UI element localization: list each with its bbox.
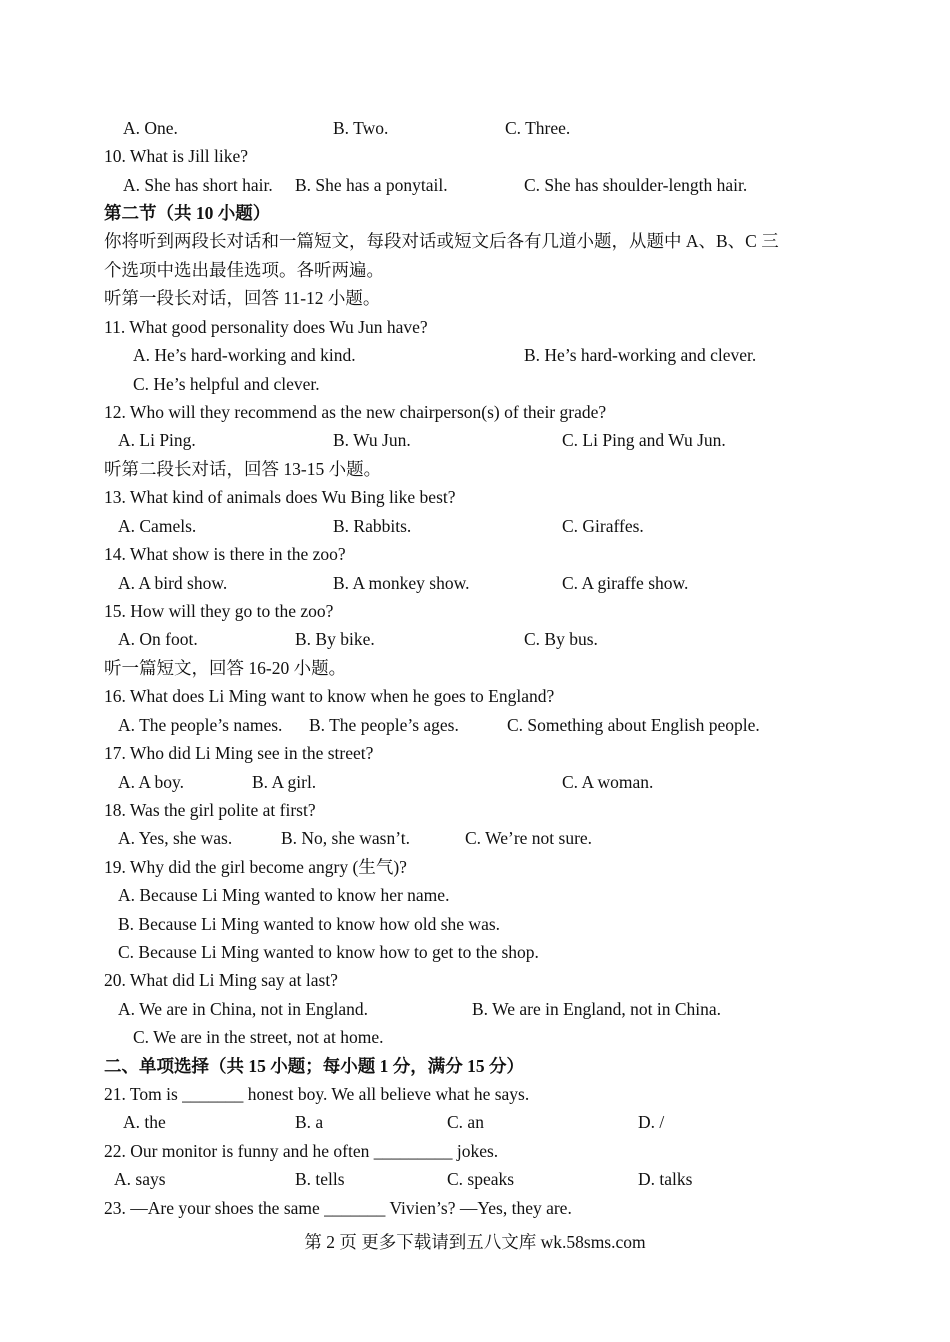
q10-stem-text: 10. What is Jill like?	[104, 146, 249, 166]
q9-option-c: C. Three.	[505, 118, 571, 138]
q12-option-c: C. Li Ping and Wu Jun.	[562, 430, 726, 450]
q11-option-b: B. He’s hard-working and clever.	[524, 345, 757, 365]
q12-stem-text: 12. Who will they recommend as the new chairperson(s) of their grade?	[104, 402, 607, 422]
q14-option-c: C. A giraffe show.	[562, 573, 689, 593]
q18-option-c: C. We’re not sure.	[465, 828, 593, 848]
q14-option-a: A. A bird show.	[118, 573, 228, 593]
q22-option-d: D. talks	[638, 1169, 693, 1189]
q22-stem-text: 22. Our monitor is funny and he often _________ jokes.	[104, 1141, 499, 1161]
q11-option-a: A. He’s hard-working and kind.	[133, 345, 356, 365]
q17-option-b: B. A girl.	[252, 772, 317, 792]
q10-option-c: C. She has shoulder-length hair.	[524, 175, 748, 195]
passage-instr: 听一篇短文，回答 16-20 小题。	[104, 658, 347, 678]
q16-option-c: C. Something about English people.	[507, 715, 760, 735]
q17-option-c: C. A woman.	[562, 772, 654, 792]
q15-option-b: B. By bike.	[295, 629, 375, 649]
q19-option-c: C. Because Li Ming wanted to know how to get to the shop.	[118, 942, 539, 962]
q20-stem-text: 20. What did Li Ming say at last?	[104, 970, 338, 990]
q9-option-b: B. Two.	[333, 118, 389, 138]
q22-option-b: B. tells	[295, 1169, 345, 1189]
q12-option-a: A. Li Ping.	[118, 430, 196, 450]
q15-option-a: A. On foot.	[118, 629, 198, 649]
q12-option-b: B. Wu Jun.	[333, 430, 411, 450]
section2-instr-2: 个选项中选出最佳选项。各听两遍。	[104, 260, 384, 280]
q18-stem-text: 18. Was the girl polite at first?	[104, 800, 316, 820]
q19-option-b: B. Because Li Ming wanted to know how old she was.	[118, 914, 501, 934]
q13-stem-text: 13. What kind of animals does Wu Bing like best?	[104, 487, 456, 507]
q21-stem-text: 21. Tom is _______ honest boy. We all believe what he says.	[104, 1084, 530, 1104]
q22-option-c: C. speaks	[447, 1169, 515, 1189]
section2-title-text: 第二节（共 10 小题）	[104, 203, 271, 223]
q16-option-a: A. The people’s names.	[118, 715, 283, 735]
q10-option-b: B. She has a ponytail.	[295, 175, 448, 195]
q23-stem-text: 23. —Are your shoes the same _______ Vivien’s? —Yes, they are.	[104, 1198, 572, 1218]
q17-option-a: A. A boy.	[118, 772, 184, 792]
q19-option-a: A. Because Li Ming wanted to know her name.	[118, 885, 450, 905]
q21-option-a: A. the	[123, 1112, 166, 1132]
q20-option-c: C. We are in the street, not at home.	[133, 1027, 384, 1047]
section2-instr-1: 你将听到两段长对话和一篇短文，每段对话或短文后各有几道小题，从题中 A、B、C 三	[104, 231, 779, 251]
q14-option-b: B. A monkey show.	[333, 573, 470, 593]
q16-option-b: B. The people’s ages.	[309, 715, 459, 735]
q22-option-a: A. says	[114, 1169, 166, 1189]
q21-option-b: B. a	[295, 1112, 324, 1132]
q21-option-c: C. an	[447, 1112, 484, 1132]
q19-stem-text: 19. Why did the girl become angry (生气)?	[104, 857, 407, 877]
q9-option-a: A. One.	[123, 118, 178, 138]
q13-option-a: A. Camels.	[118, 516, 197, 536]
q20-option-a: A. We are in China, not in England.	[118, 999, 369, 1019]
q10-option-a: A. She has short hair.	[123, 175, 273, 195]
q15-stem-text: 15. How will they go to the zoo?	[104, 601, 334, 621]
dialog1-instr: 听第一段长对话，回答 11-12 小题。	[104, 288, 381, 308]
q18-option-b: B. No, she wasn’t.	[281, 828, 410, 848]
q18-option-a: A. Yes, she was.	[118, 828, 233, 848]
q16-stem-text: 16. What does Li Ming want to know when he goes to England?	[104, 686, 555, 706]
q13-option-c: C. Giraffes.	[562, 516, 644, 536]
q17-stem-text: 17. Who did Li Ming see in the street?	[104, 743, 374, 763]
q13-option-b: B. Rabbits.	[333, 516, 412, 536]
page-footer: 第 2 页 更多下载请到五八文库 wk.58sms.com	[304, 1232, 646, 1252]
q11-stem-text: 11. What good personality does Wu Jun have?	[104, 317, 428, 337]
q20-option-b: B. We are in England, not in China.	[472, 999, 722, 1019]
part2-title-text: 二、单项选择（共 15 小题；每小题 1 分，满分 15 分）	[104, 1056, 524, 1076]
q15-option-c: C. By bus.	[524, 629, 598, 649]
dialog2-instr: 听第二段长对话，回答 13-15 小题。	[104, 459, 382, 479]
q11-option-c: C. He’s helpful and clever.	[133, 374, 320, 394]
q14-stem-text: 14. What show is there in the zoo?	[104, 544, 346, 564]
q21-option-d: D. /	[638, 1112, 665, 1132]
